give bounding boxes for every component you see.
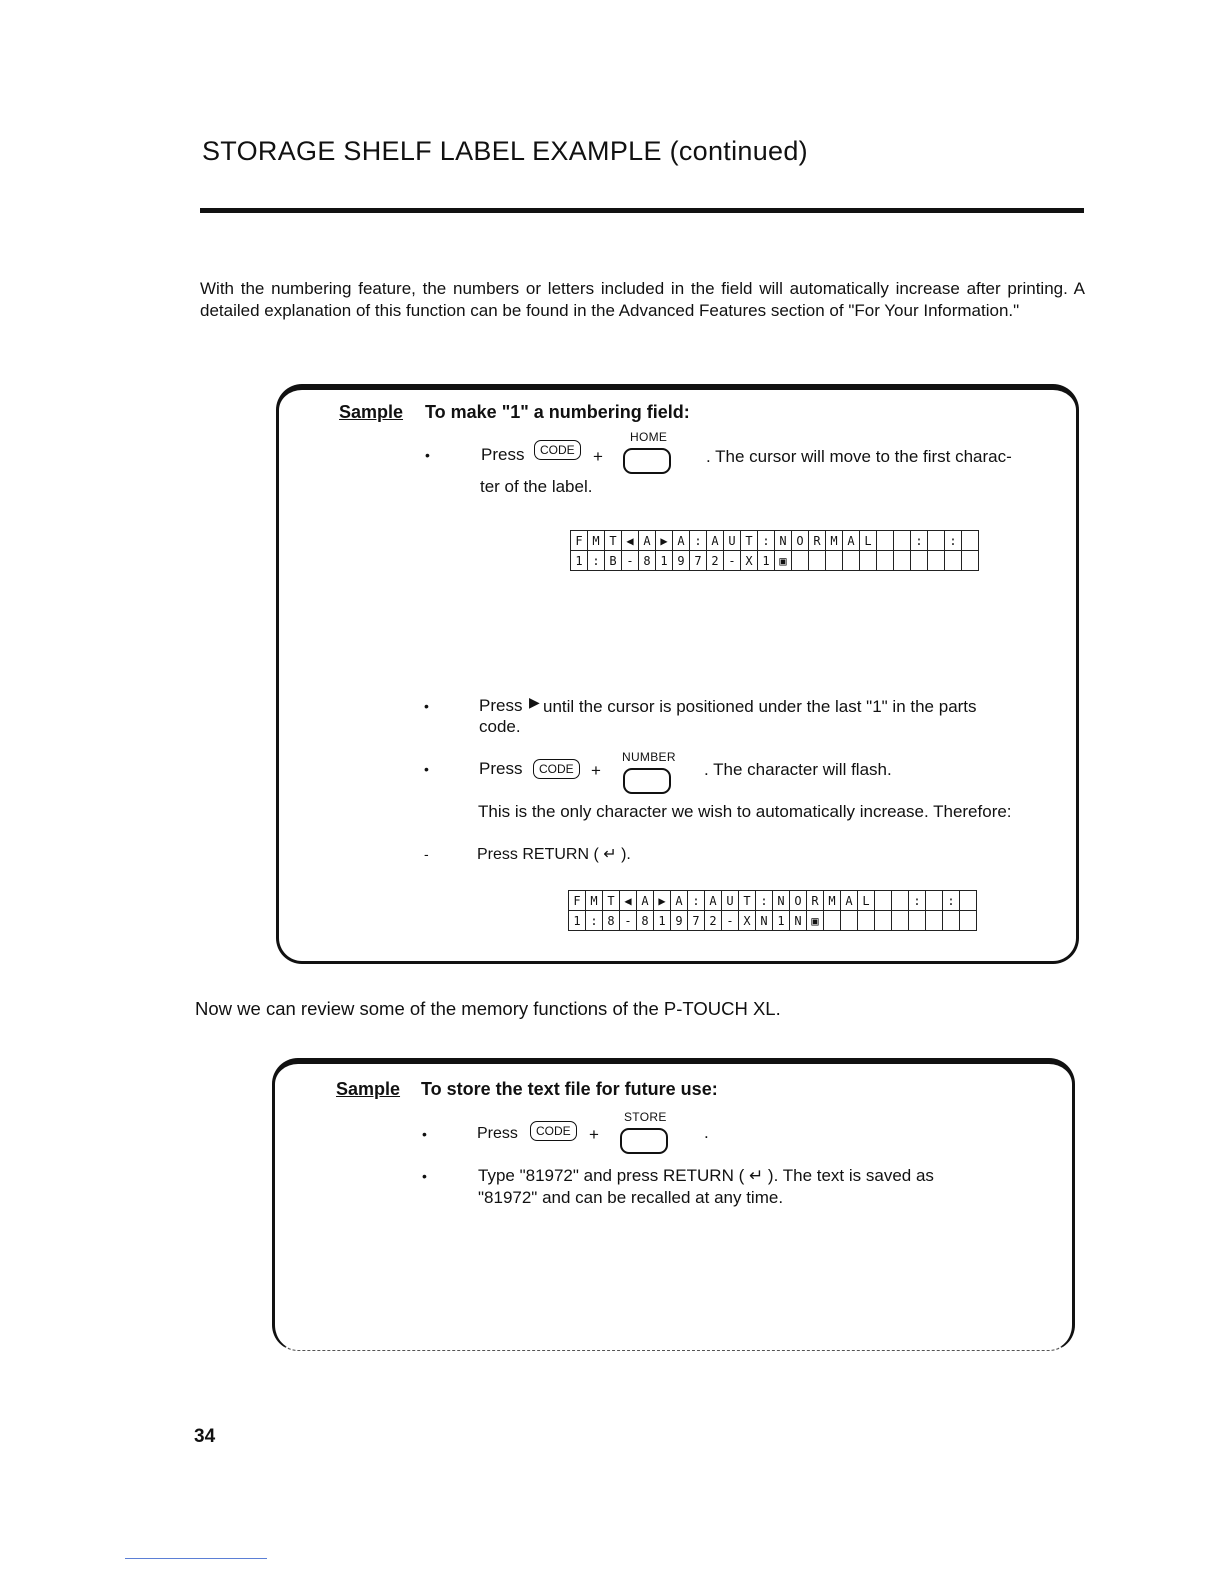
lcd-cell: - — [724, 551, 741, 571]
lcd-cell — [892, 911, 909, 931]
step-text: Press RETURN ( ↵ ). — [477, 846, 631, 863]
lcd-cell — [826, 551, 843, 571]
step-text: . — [704, 1123, 709, 1142]
lcd-cell: ◀ — [622, 531, 639, 551]
lcd-cell: - — [722, 911, 739, 931]
home-key-label: HOME — [630, 430, 668, 444]
lcd-cell: R — [807, 891, 824, 911]
step-text: . The cursor will move to the first charac- — [706, 447, 1012, 466]
right-arrow-icon: ▶ — [529, 694, 540, 710]
lcd-cell: A — [841, 891, 858, 911]
lcd-cell — [894, 531, 911, 551]
lcd-cell — [926, 891, 943, 911]
lcd-cell: L — [858, 891, 875, 911]
lcd-cell — [875, 911, 892, 931]
lcd-cell: - — [622, 551, 639, 571]
page-number: 34 — [194, 1426, 216, 1447]
lcd-cell: 1 — [773, 911, 790, 931]
lcd-cell — [875, 891, 892, 911]
lcd-cell — [877, 531, 894, 551]
lcd-cell: T — [603, 891, 620, 911]
lcd-cell: - — [620, 911, 637, 931]
sample-panel-numbering — [276, 384, 1079, 964]
lcd-cell: M — [824, 891, 841, 911]
press-text: Press — [479, 696, 523, 715]
lcd-cell: A — [705, 891, 722, 911]
lcd-cell — [824, 911, 841, 931]
lcd-cell: X — [741, 551, 758, 571]
lcd-cell: 1 — [569, 911, 586, 931]
plus-sign: + — [589, 1125, 599, 1144]
lcd-cell — [945, 551, 962, 571]
intro-paragraph: With the numbering feature, the numbers or letters included in the field will automatically increase after printing. A detailed explanation of this function can be found in the Advanced Features section of "For Your Information." — [200, 279, 1085, 320]
lcd-cell — [962, 531, 979, 551]
lcd-cell — [911, 551, 928, 571]
lcd-row-2 — [569, 911, 977, 931]
lcd-cell: A — [637, 891, 654, 911]
lcd-cell: F — [571, 531, 588, 551]
lcd-cell: : — [756, 891, 773, 911]
code-key: CODE — [530, 1121, 577, 1141]
lcd-cell: N — [775, 531, 792, 551]
lcd-cell: B — [605, 551, 622, 571]
lcd-cell: A — [671, 891, 688, 911]
bullet: - — [424, 846, 429, 862]
lcd-cell: 1 — [571, 551, 588, 571]
lcd-cell: : — [588, 551, 605, 571]
lcd-cell: 9 — [673, 551, 690, 571]
step-text: Type "81972" and press RETURN ( ↵ ). The text is saved as — [478, 1166, 934, 1185]
lcd-cell — [960, 911, 977, 931]
lcd-cell: A — [843, 531, 860, 551]
lcd-cell: ▣ — [775, 551, 792, 571]
lcd-cell: L — [860, 531, 877, 551]
lcd-cell: : — [945, 531, 962, 551]
step-text: until the cursor is positioned under the last "1" in the parts — [543, 697, 977, 716]
lcd-cell: M — [588, 531, 605, 551]
footer-line — [125, 1558, 267, 1559]
lcd-cell — [792, 551, 809, 571]
bullet: • — [425, 447, 430, 463]
press-text: Press — [477, 1125, 518, 1142]
lcd-cell: U — [724, 531, 741, 551]
sample-label: Sample — [339, 402, 404, 422]
note-text: This is the only character we wish to automatically increase. Therefore: — [478, 802, 1012, 821]
lcd-cell: M — [586, 891, 603, 911]
lcd-cell: A — [639, 531, 656, 551]
lcd-cell: 8 — [637, 911, 654, 931]
lcd-cell: T — [739, 891, 756, 911]
bullet: • — [424, 761, 429, 777]
lcd-cell — [877, 551, 894, 571]
lcd-cell: 1 — [654, 911, 671, 931]
plus-sign: + — [593, 447, 603, 466]
lcd-display-after — [568, 890, 977, 931]
lcd-cell: X — [739, 911, 756, 931]
step-text-wrap: ter of the label. — [480, 477, 593, 496]
number-key — [623, 768, 671, 794]
lcd-cell: O — [790, 891, 807, 911]
lcd-cell: F — [569, 891, 586, 911]
lcd-cell: A — [673, 531, 690, 551]
bullet: • — [422, 1168, 427, 1184]
sample-label: Sample — [336, 1079, 401, 1099]
lcd-cell: ▶ — [654, 891, 671, 911]
press-text: Press — [481, 445, 525, 464]
home-key — [623, 448, 671, 474]
press-text: Press — [479, 759, 523, 778]
title-rule — [200, 208, 1084, 213]
step-text-wrap: "81972" and can be recalled at any time. — [478, 1188, 784, 1207]
lcd-cell: A — [707, 531, 724, 551]
transition-text: Now we can review some of the memory functions of the P-TOUCH XL. — [195, 998, 781, 1019]
lcd-cell — [892, 891, 909, 911]
step-text: . The character will flash. — [704, 760, 892, 779]
lcd-cell — [928, 531, 945, 551]
lcd-cell: 1 — [758, 551, 775, 571]
lcd-cell: O — [792, 531, 809, 551]
store-key — [620, 1128, 668, 1154]
lcd-cell — [809, 551, 826, 571]
lcd-cell: R — [809, 531, 826, 551]
step-text-wrap: code. — [479, 717, 521, 736]
lcd-cell — [960, 891, 977, 911]
code-key: CODE — [533, 759, 580, 779]
lcd-cell — [841, 911, 858, 931]
lcd-cell: N — [790, 911, 807, 931]
lcd-cell — [894, 551, 911, 571]
bullet: • — [422, 1126, 427, 1142]
lcd-cell: 9 — [671, 911, 688, 931]
lcd-cell — [858, 911, 875, 931]
lcd-cell — [962, 551, 979, 571]
lcd-cell: ◀ — [620, 891, 637, 911]
lcd-cell: T — [605, 531, 622, 551]
page-title: STORAGE SHELF LABEL EXAMPLE (continued) — [202, 136, 808, 166]
lcd-row-2 — [571, 551, 979, 571]
lcd-cell: M — [826, 531, 843, 551]
plus-sign: + — [591, 761, 601, 780]
lcd-display-before — [570, 530, 979, 571]
lcd-cell — [928, 551, 945, 571]
lcd-cell: 7 — [690, 551, 707, 571]
lcd-cell: 7 — [688, 911, 705, 931]
lcd-cell: : — [909, 891, 926, 911]
lcd-cell: U — [722, 891, 739, 911]
lcd-cell: N — [756, 911, 773, 931]
lcd-cell — [926, 911, 943, 931]
lcd-cell — [843, 551, 860, 571]
lcd-cell — [860, 551, 877, 571]
lcd-cell: 8 — [603, 911, 620, 931]
lcd-cell: : — [911, 531, 928, 551]
sample-heading: To make "1" a numbering field: — [425, 402, 690, 422]
bullet: • — [424, 698, 429, 714]
lcd-cell: 1 — [656, 551, 673, 571]
lcd-row-1 — [571, 531, 979, 551]
lcd-cell: : — [688, 891, 705, 911]
lcd-cell — [943, 911, 960, 931]
lcd-row-1 — [569, 891, 977, 911]
lcd-cell: 2 — [705, 911, 722, 931]
lcd-cell: ▶ — [656, 531, 673, 551]
lcd-cell: 8 — [639, 551, 656, 571]
code-key: CODE — [534, 440, 581, 460]
lcd-cell: : — [758, 531, 775, 551]
lcd-cell: : — [690, 531, 707, 551]
lcd-cell: : — [943, 891, 960, 911]
lcd-cell: N — [773, 891, 790, 911]
lcd-cell: : — [586, 911, 603, 931]
lcd-cell — [909, 911, 926, 931]
lcd-cell: T — [741, 531, 758, 551]
lcd-cell: ▣ — [807, 911, 824, 931]
number-key-label: NUMBER — [622, 750, 676, 764]
store-key-label: STORE — [624, 1110, 667, 1124]
sample-heading: To store the text file for future use: — [421, 1079, 718, 1099]
lcd-cell: 2 — [707, 551, 724, 571]
